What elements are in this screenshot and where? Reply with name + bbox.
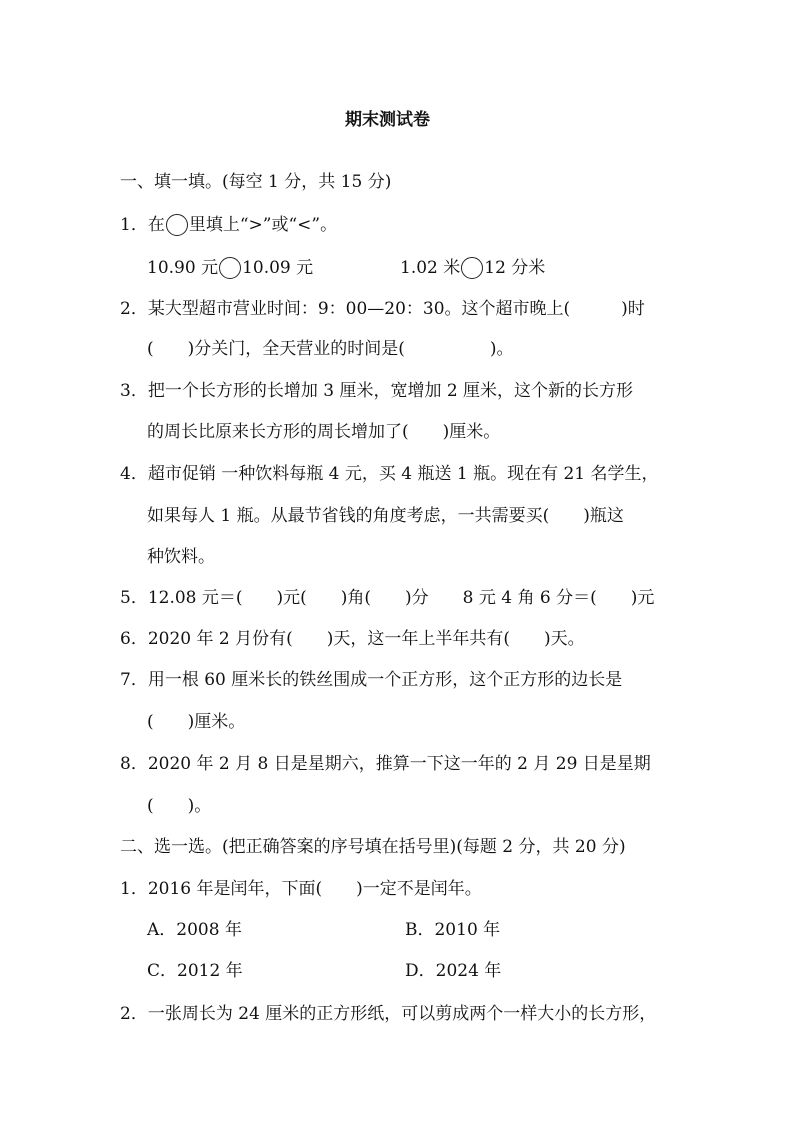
- question-7-line-2: ( )厘米。: [147, 712, 246, 732]
- q1-d-right: 12 分米: [484, 258, 546, 278]
- answer-circle[interactable]: [219, 257, 241, 279]
- q1-d-left: 1.02 米: [400, 258, 461, 278]
- option-d[interactable]: D．2024 年: [405, 961, 502, 981]
- section1-heading: 一、填一填。(每空 1 分，共 15 分): [120, 172, 392, 192]
- option-c[interactable]: C．2012 年: [147, 961, 243, 981]
- question-3-line-2: 的周长比原来长方形的周长增加了( )厘米。: [147, 422, 501, 442]
- q1-text-b: 里填上“>”或“<”。: [188, 215, 338, 235]
- option-b[interactable]: B．2010 年: [405, 920, 501, 940]
- question-8-line-1: 8．2020 年 2 月 8 日是星期六，推算一下这一年的 2 月 29 日是星期: [120, 754, 651, 774]
- q1-c-right: 10.09 元: [242, 258, 314, 278]
- q1-text-a: 1．在: [120, 215, 165, 235]
- answer-circle[interactable]: [166, 214, 188, 236]
- q1-item-c: [147, 256, 313, 280]
- s2-question-1: 1．2016 年是闰年，下面( )一定不是闰年。: [120, 879, 482, 899]
- answer-circle[interactable]: [461, 257, 483, 279]
- question-6: 6．2020 年 2 月份有( )天，这一年上半年共有( )天。: [120, 629, 585, 649]
- question-1: [120, 213, 337, 237]
- question-4-line-3: 种饮料。: [147, 547, 215, 567]
- q1-item-d: [400, 256, 545, 280]
- question-2-line-1: 2．某大型超市营业时间：9：00—20：30。这个超市晚上( )时: [120, 299, 645, 319]
- question-4-line-1: 4．超市促销 一种饮料每瓶 4 元，买 4 瓶送 1 瓶。现在有 21 名学生，: [120, 464, 659, 484]
- question-5: 5．12.08 元＝( )元( )角( )分 8 元 4 角 6 分＝( )元: [120, 588, 655, 608]
- section2-heading: 二、选一选。(把正确答案的序号填在括号里)(每题 2 分，共 20 分): [120, 837, 626, 857]
- question-2-line-2: ( )分关门，全天营业的时间是( )。: [147, 339, 514, 359]
- question-7-line-1: 7．用一根 60 厘米长的铁丝围成一个正方形，这个正方形的边长是: [120, 670, 623, 690]
- question-8-line-2: ( )。: [147, 796, 212, 816]
- question-3-line-1: 3．把一个长方形的长增加 3 厘米，宽增加 2 厘米，这个新的长方形: [120, 381, 634, 401]
- q1-c-left: 10.90 元: [147, 258, 219, 278]
- question-4-line-2: 如果每人 1 瓶。从最节省钱的角度考虑，一共需要买( )瓶这: [147, 506, 624, 526]
- s2-question-2: 2．一张周长为 24 厘米的正方形纸，可以剪成两个一样大小的长方形，: [120, 1004, 657, 1024]
- option-a[interactable]: A．2008 年: [147, 920, 242, 940]
- page-title: 期末测试卷: [345, 110, 430, 130]
